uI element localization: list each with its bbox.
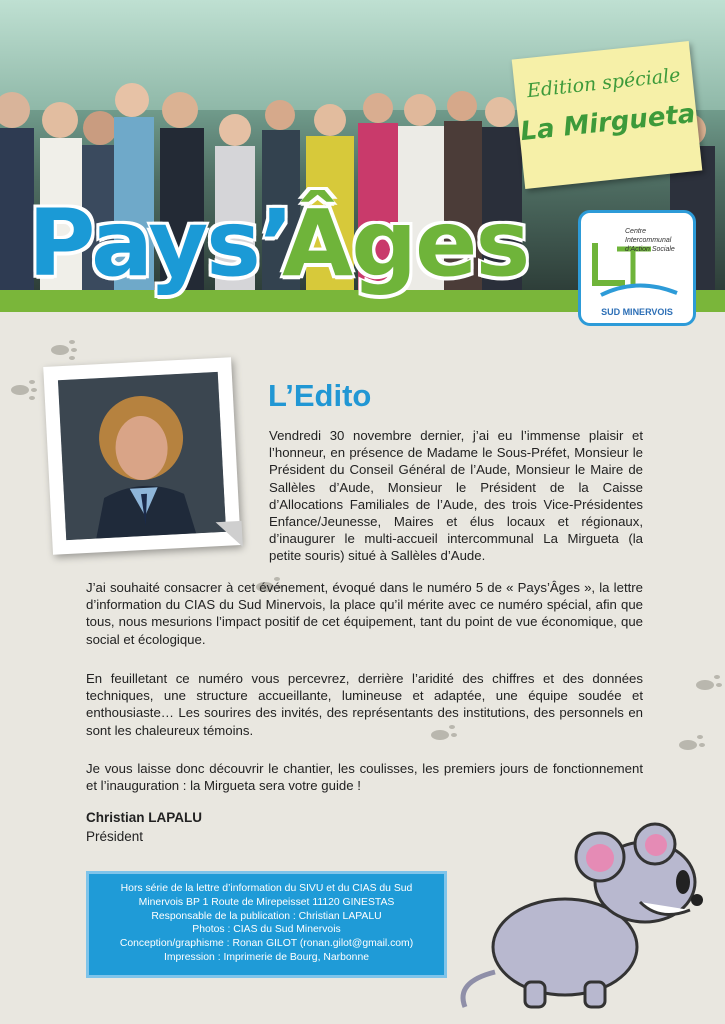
special-edition-label: Edition spéciale <box>525 64 682 103</box>
masthead-title-part1: Pays’ <box>28 190 292 297</box>
portrait-illustration <box>58 372 226 540</box>
credits-line: Responsable de la publication : Christian LAPALU <box>151 910 382 922</box>
photo-corner-fold <box>216 521 243 548</box>
special-edition-note <box>512 41 703 189</box>
edito-paragraph-3: En feuilletant ce numéro vous percevrez, derrière l’aridité des chiffres et des données techniques, une structure accueillante, lumineuse et adaptée, une équipe soudée et enthousiaste… Les sourires des invités, des représentants des institutions, des personnels en sont les chaleureux témoins. <box>86 671 643 738</box>
masthead-title-part2: Âges <box>282 190 529 297</box>
signature-name: Christian LAPALU <box>86 810 203 825</box>
publication-credits-box <box>86 871 447 978</box>
president-photo-frame <box>43 357 241 555</box>
edito-heading: L’Edito <box>268 378 372 413</box>
credits-line: Minervois BP 1 Route de Mirepeisset 11120 GINESTAS <box>138 896 395 908</box>
edito-paragraph-4: Je vous laisse donc découvrir le chantier, les coulisses, les premiers jours de fonctionnement et l’inauguration : la Mirgueta sera votre guide ! <box>86 761 643 794</box>
credits-line: Photos : CIAS du Sud Minervois <box>192 924 341 936</box>
edito-paragraph-1: Vendredi 30 novembre dernier, j’ai eu l’immense plaisir et l’honneur, en présence de Madame le Sous-Préfet, Monsieur le Président du Conseil Général de l’Aude, Monsieur le Maire de Sallèles d’Aude, Monsieur le Président de la Caisse d’Allocations Familiales de l’Aude, des trois Vice-Présidentes Enfance/Jeunesse, Maires et élus locaux et régionaux, d’inaugurer le multi-accueil intercommunal La Mirgueta (la petite souris) situé à Sallèles d’Aude. <box>269 428 643 564</box>
signature-role: Président <box>86 829 144 844</box>
credits-line: Impression : Imprimerie de Bourg, Narbonne <box>163 951 370 963</box>
cias-logo-subtitle: SUD MINERVOIS <box>601 307 673 317</box>
cias-logo <box>578 210 696 326</box>
president-photo <box>58 372 226 540</box>
special-edition-title: La Mirgueta <box>518 98 697 148</box>
mouse-mascot-icon <box>455 822 715 1012</box>
credits-line: Conception/graphisme : Ronan GILOT (ronan.gilot@gmail.com) <box>119 938 414 950</box>
cias-logo-org: Centre Intercommunal d’Action Sociale <box>625 228 675 253</box>
credits-line: Hors série de la lettre d’information du SIVU et du CIAS du Sud <box>120 883 413 894</box>
edito-paragraph-2: J’ai souhaité consacrer à cet événement, évoqué dans le numéro 5 de « Pays’Âges », la lettre d’information du CIAS du Sud Minervois, la place qu’il mérite avec ce numéro spécial, afin que tous, nous mesurions l’impact positif de cet équipement, tant du point de vue économique, que social et écologique. <box>86 580 643 647</box>
